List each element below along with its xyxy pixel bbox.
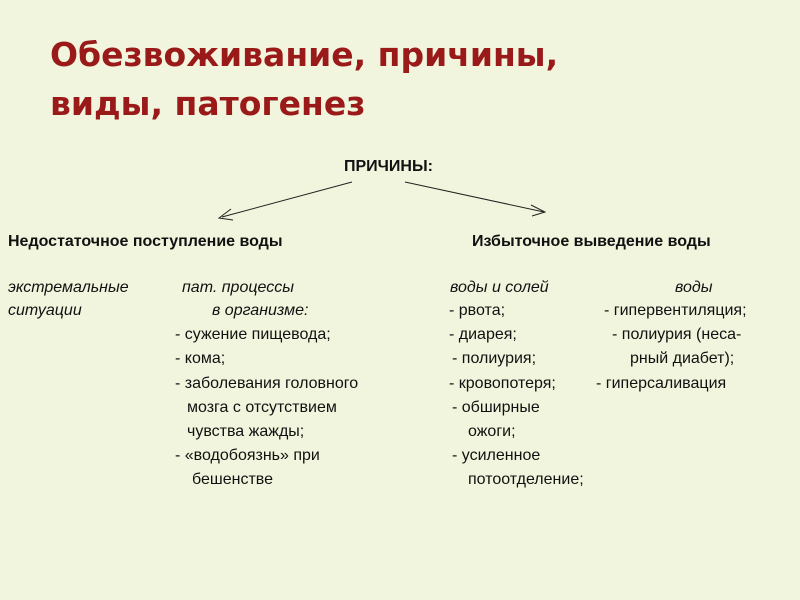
left-list-item: - сужение пищевода; <box>175 326 331 343</box>
left-list-item: бешенстве <box>192 471 273 488</box>
water-salts-item: - диарея; <box>449 326 517 343</box>
water-salts-item: - усиленное <box>452 447 541 464</box>
water-salts-item: - кровопотеря; <box>449 375 556 392</box>
water-item: рный диабет); <box>630 350 735 367</box>
water-salts-item: - полиурия; <box>452 350 537 367</box>
right-branch-heading: Избыточное выведение воды <box>472 233 711 250</box>
water-salts-item: - рвота; <box>449 302 506 319</box>
water-item: - гипервентиляция; <box>604 302 747 319</box>
left-branch-heading: Недостаточное поступление воды <box>8 233 283 250</box>
left-list-item: мозга с отсутствием <box>187 399 337 416</box>
left-list-item: - «водобоязнь» при <box>175 447 320 464</box>
left-list-item: чувства жажды; <box>187 423 305 440</box>
pathological-processes-line1: пат. процессы <box>182 279 294 296</box>
left-list-item: - кома; <box>175 350 226 367</box>
arrow-left <box>222 182 352 217</box>
water-salts-item: ожоги; <box>468 423 516 440</box>
title-line-2: виды, патогенез <box>50 84 366 123</box>
water-heading: воды <box>675 279 713 296</box>
left-list-item: - заболевания головного <box>175 375 359 392</box>
extreme-situations-line1: экстремальные <box>8 279 129 296</box>
arrow-right <box>405 182 544 212</box>
water-item: - полиурия (неса- <box>612 326 742 343</box>
pathological-processes-line2: в организме: <box>212 302 309 319</box>
root-label: ПРИЧИНЫ: <box>344 158 433 175</box>
water-item: - гиперсаливация <box>596 375 727 392</box>
water-salts-item: потоотделение; <box>468 471 584 488</box>
title-line-1: Обезвоживание, причины, <box>50 35 559 74</box>
water-salts-heading: воды и солей <box>450 279 549 296</box>
extreme-situations-line2: ситуации <box>8 302 82 319</box>
water-salts-item: - обширные <box>452 399 540 416</box>
